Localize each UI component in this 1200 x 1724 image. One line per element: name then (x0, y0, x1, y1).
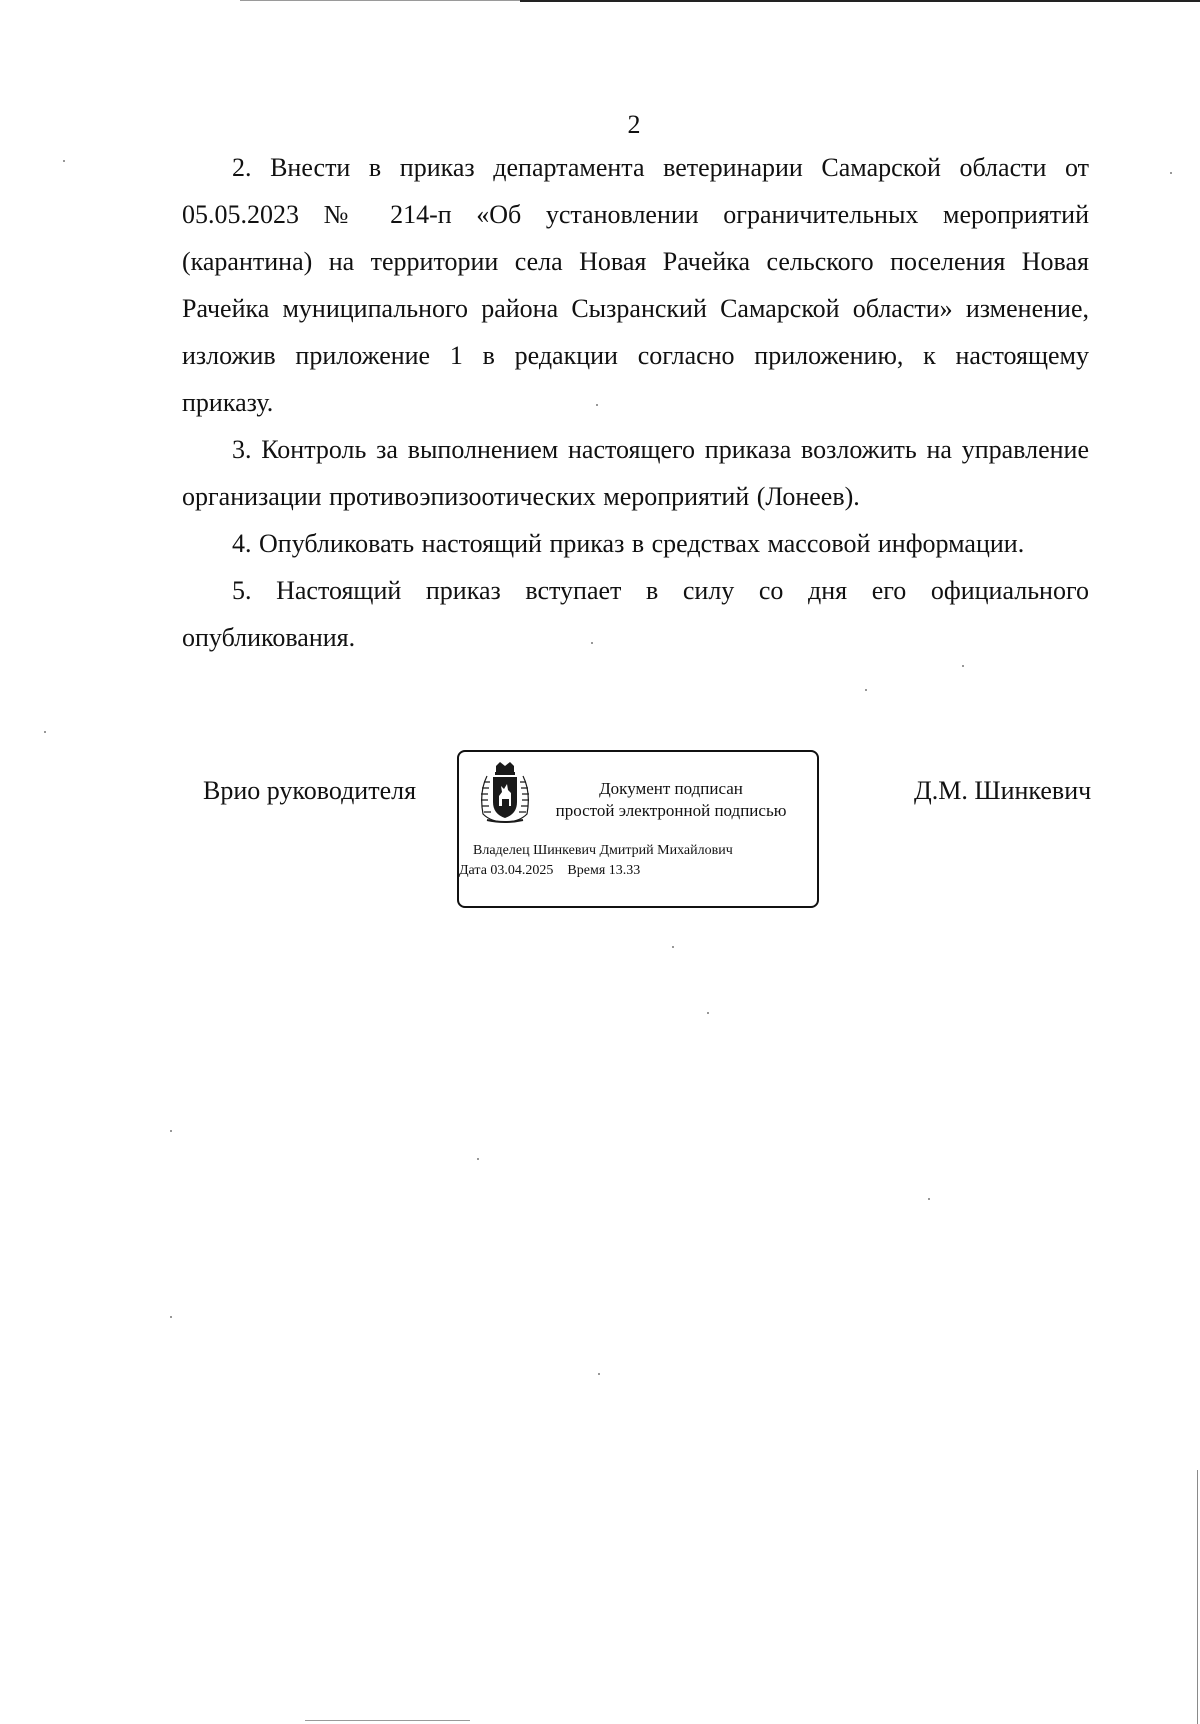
scan-speck (591, 642, 593, 644)
scan-speck (44, 731, 46, 733)
scan-speck (865, 689, 867, 691)
top-scan-edge-faint (240, 0, 520, 1)
scan-speck (962, 665, 964, 667)
scan-speck (170, 1316, 172, 1318)
scan-speck (672, 946, 674, 948)
bottom-scan-edge (305, 1720, 470, 1721)
paragraph-item-5: 5. Настоящий приказ вступает в силу со дня его официального опубликования. (182, 576, 1089, 652)
scan-speck (707, 1012, 709, 1014)
paragraph-item-2: 2. Внести в приказ департамента ветеринарии Самарской области от 05.05.2023 № 214-п «Об установлении ограничительных мероприятий (карантина) на территории села Новая Рачейка сельского поселения Новая Рачейка муниципального района Сызранский Самарской области» изменение, изложив приложение 1 в редакции согласно приложению, к настоящему приказу. (182, 153, 1089, 417)
page-number: 2 (627, 110, 641, 139)
scan-speck (598, 1373, 600, 1375)
document-body (182, 144, 1089, 661)
scan-speck (63, 160, 65, 162)
signatory-position: Врио руководителя (203, 776, 417, 805)
scan-speck (477, 1158, 479, 1160)
scan-speck (170, 1130, 172, 1132)
stamp-datetime (459, 862, 640, 880)
right-scan-edge (1197, 1470, 1198, 1724)
top-scan-edge (520, 0, 1200, 2)
scan-speck (928, 1198, 930, 1200)
stamp-title-line-1: Документ подписан (599, 779, 743, 798)
scan-speck (1170, 172, 1172, 174)
stamp-owner: Владелец Шинкевич Дмитрий Михайлович (473, 843, 733, 858)
electronic-signature-stamp (457, 750, 819, 908)
signatory-name: Д.М. Шинкевич (914, 776, 1092, 805)
stamp-title (531, 778, 811, 822)
samara-region-coat-of-arms-icon (475, 762, 535, 824)
paragraph-item-3: 3. Контроль за выполнением настоящего приказа возложить на управление организации противоэпизоотических мероприятий (Лонеев). (182, 435, 1089, 511)
paragraph-item-4: 4. Опубликовать настоящий приказ в средствах массовой информации. (232, 529, 1025, 558)
scan-speck (596, 404, 598, 406)
stamp-time: Время 13.33 (567, 863, 641, 878)
stamp-title-line-2: простой электронной подписью (555, 801, 787, 820)
stamp-date: Дата 03.04.2025 (459, 863, 554, 878)
